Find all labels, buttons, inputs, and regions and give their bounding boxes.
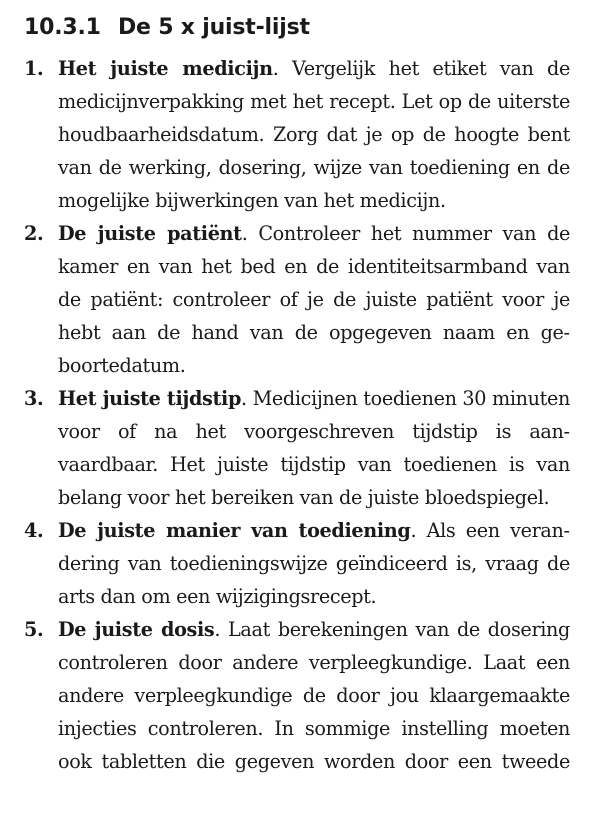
list-item-term: De juiste patiënt (58, 222, 242, 245)
list-item-term: De juiste manier van toediening (58, 519, 411, 542)
list-item-term: De juiste dosis (58, 618, 215, 641)
list-item-number: 3. (24, 387, 44, 410)
checklist (24, 52, 570, 778)
section-title: De 5 x juist-lijst (118, 15, 310, 40)
list-item-term: Het juiste medicijn (58, 57, 273, 80)
section-heading (24, 14, 310, 42)
list-item-text: . Laat berekeningen van de dosering controleren door andere verpleegkundige. Laat een andere verpleegkundige de door jou klaargemaakte injecties controleren. In sommige instelling moeten ook tabletten die gegeven worden door een tweede (58, 618, 570, 773)
list-item (24, 382, 570, 514)
list-item (24, 52, 570, 217)
list-item (24, 514, 570, 613)
list-item-text: . Vergelijk het etiket van de medicijnverpakking met het recept. Let op de uiterste houdbaarheidsdatum. Zorg dat je op de hoogte bent van de werking, dosering, wijze van toediening en de mogelijke bijwerkingen van het medicijn. (58, 57, 570, 212)
list-item (24, 217, 570, 382)
list-item-text: . Als een verandering van toedieningswijze geïndiceerd is, vraag de arts dan om een wijzigingsrecept. (58, 519, 571, 608)
list-item-number: 4. (24, 519, 44, 542)
list-item-number: 1. (24, 57, 44, 80)
list-item-text: . Medicijnen toedienen 30 minuten voor of na het voorgeschreven tijdstip is aanvaardbaar. Het juiste tijdstip van toedienen is van belang voor het bereiken van de juiste bloedspiegel. (58, 387, 570, 509)
list-item-text: . Controleer het nummer van de kamer en van het bed en de identiteitsarmband van de patiënt: controleer of je de juiste patiënt voor je hebt aan de hand van de opgegeven naam en geboortedatum. (58, 222, 571, 377)
list-item-term: Het juiste tijdstip (58, 387, 242, 410)
section-number: 10.3.1 (24, 15, 101, 40)
list-item (24, 613, 570, 778)
list-item-number: 5. (24, 618, 44, 641)
list-item-number: 2. (24, 222, 44, 245)
